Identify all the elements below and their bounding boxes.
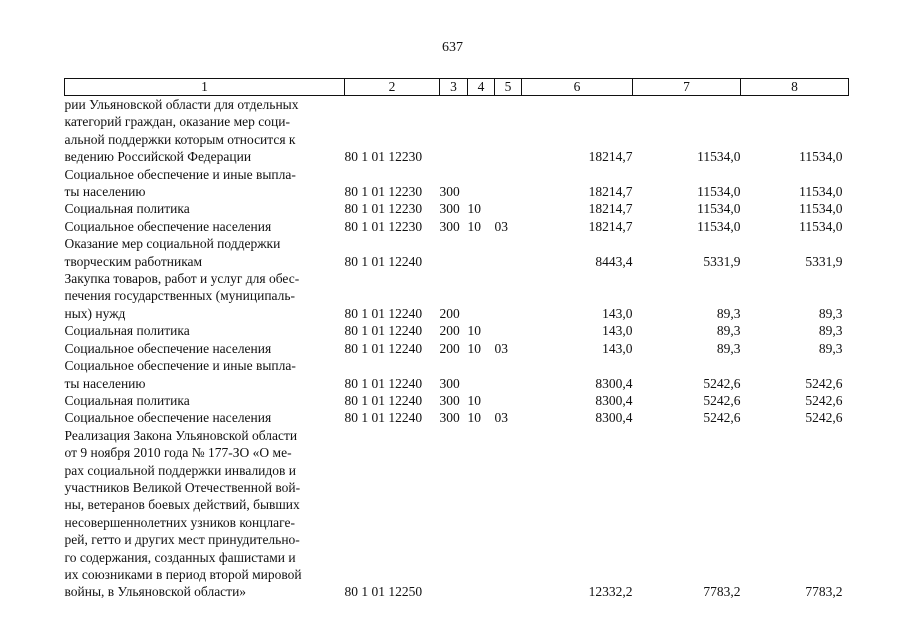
row-section: 10 xyxy=(467,410,481,426)
row-code: 80 1 01 12230 xyxy=(344,218,423,234)
table-row xyxy=(65,235,849,270)
row-value-col8: 11534,0 xyxy=(799,149,843,165)
table-row xyxy=(65,218,849,235)
row-value-col7: 11534,0 xyxy=(697,218,741,234)
table-row xyxy=(65,340,849,357)
description-line: категорий граждан, оказание мер соци- xyxy=(64,114,290,130)
row-description xyxy=(65,427,345,601)
description-line: Реализация Закона Ульяновской области xyxy=(64,427,298,443)
table-row xyxy=(65,409,849,426)
column-number-header xyxy=(65,79,849,96)
row-value-col8: 5331,9 xyxy=(805,253,843,269)
description-line: их союзниками в период второй мировой xyxy=(64,566,302,582)
row-value-col6: 18214,7 xyxy=(588,218,633,234)
description-line: Социальная политика xyxy=(64,201,190,217)
description-line: ты населению xyxy=(64,375,146,391)
row-value-col7: 11534,0 xyxy=(697,201,741,217)
row-section xyxy=(468,96,495,166)
header-col-4: 4 xyxy=(468,79,495,96)
description-line: ты населению xyxy=(64,184,146,200)
description-line: рах социальной поддержки инвалидов и xyxy=(64,462,296,478)
row-value-col7: 11534,0 xyxy=(697,184,741,200)
row-expense-type xyxy=(440,96,468,166)
row-expense-type: 300 xyxy=(439,410,460,426)
description-line: Социальное обеспечение населения xyxy=(64,218,272,234)
row-code: 80 1 01 12240 xyxy=(344,392,423,408)
row-subsection xyxy=(495,357,522,392)
row-code: 80 1 01 12240 xyxy=(344,410,423,426)
row-value-col6: 8300,4 xyxy=(595,410,633,426)
description-line: Социальное обеспечение населения xyxy=(64,340,272,356)
row-value-col7: 7783,2 xyxy=(703,584,741,600)
row-value-col8: 11534,0 xyxy=(799,218,843,234)
row-code: 80 1 01 12250 xyxy=(344,584,423,600)
row-value-col6: 8300,4 xyxy=(595,375,633,391)
row-section xyxy=(468,427,495,601)
table-row xyxy=(65,357,849,392)
row-value-col8: 89,3 xyxy=(818,305,843,321)
row-value-col6: 18214,7 xyxy=(588,184,633,200)
row-expense-type: 300 xyxy=(439,184,460,200)
row-value-col6: 18214,7 xyxy=(588,201,633,217)
description-line: ных) нужд xyxy=(64,305,126,321)
description-line: печения государственных (муниципаль- xyxy=(64,288,296,304)
row-code: 80 1 01 12240 xyxy=(344,375,423,391)
description-line: Оказание мер социальной поддержки xyxy=(64,236,281,252)
row-expense-type: 200 xyxy=(439,340,460,356)
row-subsection xyxy=(495,235,522,270)
row-code: 80 1 01 12230 xyxy=(344,149,423,165)
row-value-col8: 5242,6 xyxy=(805,375,843,391)
row-expense-type: 300 xyxy=(439,375,460,391)
row-value-col6: 143,0 xyxy=(602,323,633,339)
header-col-8: 8 xyxy=(741,79,849,96)
row-subsection xyxy=(495,392,522,409)
header-col-5: 5 xyxy=(495,79,522,96)
row-section: 10 xyxy=(467,323,481,339)
description-line: от 9 ноября 2010 года № 177-ЗО «О ме- xyxy=(64,445,292,461)
row-value-col8: 5242,6 xyxy=(805,410,843,426)
row-value-col8: 11534,0 xyxy=(799,184,843,200)
row-value-col7: 89,3 xyxy=(716,305,741,321)
row-code: 80 1 01 12240 xyxy=(344,253,423,269)
row-description xyxy=(65,409,345,426)
row-description xyxy=(65,322,345,339)
row-subsection xyxy=(495,96,522,166)
row-code: 80 1 01 12240 xyxy=(344,305,423,321)
row-expense-type xyxy=(440,427,468,601)
row-expense-type: 300 xyxy=(439,201,460,217)
row-section: 10 xyxy=(467,218,481,234)
row-code: 80 1 01 12230 xyxy=(344,201,423,217)
row-expense-type xyxy=(440,235,468,270)
description-line: творческим работникам xyxy=(64,253,203,269)
row-value-col8: 89,3 xyxy=(818,340,843,356)
row-description xyxy=(65,392,345,409)
row-subsection xyxy=(495,200,522,217)
header-col-3: 3 xyxy=(440,79,468,96)
table-row xyxy=(65,96,849,166)
description-line: участников Великой Отечественной вой- xyxy=(64,479,301,495)
row-value-col7: 5242,6 xyxy=(703,410,741,426)
description-line: Социальное обеспечение и иные выпла- xyxy=(64,166,296,182)
row-description xyxy=(65,166,345,201)
description-line: несовершеннолетних узников концлаге- xyxy=(64,514,295,530)
row-value-col7: 89,3 xyxy=(716,340,741,356)
row-subsection: 03 xyxy=(494,218,508,234)
row-description xyxy=(65,235,345,270)
description-line: Закупка товаров, работ и услуг для обес- xyxy=(64,271,300,287)
row-value-col7: 5242,6 xyxy=(703,392,741,408)
description-line: рей, гетто и других мест принудительно- xyxy=(64,532,300,548)
row-expense-type: 200 xyxy=(439,323,460,339)
row-description xyxy=(65,270,345,322)
row-expense-type: 200 xyxy=(439,305,460,321)
description-line: го содержания, созданных фашистами и xyxy=(64,549,296,565)
row-code: 80 1 01 12240 xyxy=(344,323,423,339)
header-col-1: 1 xyxy=(65,79,345,96)
table-row xyxy=(65,166,849,201)
description-line: альной поддержки которым относится к xyxy=(64,131,296,147)
row-value-col7: 5331,9 xyxy=(703,253,741,269)
row-subsection: 03 xyxy=(494,340,508,356)
row-subsection: 03 xyxy=(494,410,508,426)
header-col-2: 2 xyxy=(345,79,440,96)
row-subsection xyxy=(495,427,522,601)
description-line: Социальное обеспечение населения xyxy=(64,410,272,426)
row-description xyxy=(65,96,345,166)
row-subsection xyxy=(495,270,522,322)
row-description xyxy=(65,218,345,235)
row-subsection xyxy=(495,166,522,201)
budget-table xyxy=(64,78,849,601)
header-col-7: 7 xyxy=(633,79,741,96)
row-subsection xyxy=(495,322,522,339)
row-value-col7: 89,3 xyxy=(716,323,741,339)
row-section xyxy=(468,235,495,270)
row-expense-type: 300 xyxy=(439,392,460,408)
description-line: ны, ветеранов боевых действий, бывших xyxy=(64,497,300,513)
row-section: 10 xyxy=(467,340,481,356)
header-col-6: 6 xyxy=(522,79,633,96)
row-section xyxy=(468,270,495,322)
row-value-col6: 18214,7 xyxy=(588,149,633,165)
row-value-col6: 12332,2 xyxy=(588,584,633,600)
row-value-col7: 11534,0 xyxy=(697,149,741,165)
row-section: 10 xyxy=(467,201,481,217)
row-value-col8: 89,3 xyxy=(818,323,843,339)
table-body xyxy=(65,96,849,601)
table-row xyxy=(65,322,849,339)
row-value-col8: 11534,0 xyxy=(799,201,843,217)
description-line: ведению Российской Федерации xyxy=(64,149,252,165)
row-description xyxy=(65,200,345,217)
row-expense-type: 300 xyxy=(439,218,460,234)
row-section xyxy=(468,357,495,392)
description-line: Социальная политика xyxy=(64,323,190,339)
table-row xyxy=(65,427,849,601)
row-value-col7: 5242,6 xyxy=(703,375,741,391)
row-description xyxy=(65,357,345,392)
description-line: рии Ульяновской области для отдельных xyxy=(64,97,299,112)
row-value-col6: 143,0 xyxy=(602,305,633,321)
row-section: 10 xyxy=(467,392,481,408)
table-row xyxy=(65,200,849,217)
row-value-col6: 8300,4 xyxy=(595,392,633,408)
page-number: 637 xyxy=(442,40,463,55)
description-line: Социальное обеспечение и иные выпла- xyxy=(64,358,296,374)
row-code: 80 1 01 12230 xyxy=(344,184,423,200)
row-description xyxy=(65,340,345,357)
row-value-col8: 7783,2 xyxy=(805,584,843,600)
row-value-col8: 5242,6 xyxy=(805,392,843,408)
row-value-col6: 8443,4 xyxy=(595,253,633,269)
description-line: Социальная политика xyxy=(64,392,190,408)
table-row xyxy=(65,392,849,409)
table-row xyxy=(65,270,849,322)
row-code: 80 1 01 12240 xyxy=(344,340,423,356)
description-line: войны, в Ульяновской области» xyxy=(64,584,247,600)
row-value-col6: 143,0 xyxy=(602,340,633,356)
row-section xyxy=(468,166,495,201)
